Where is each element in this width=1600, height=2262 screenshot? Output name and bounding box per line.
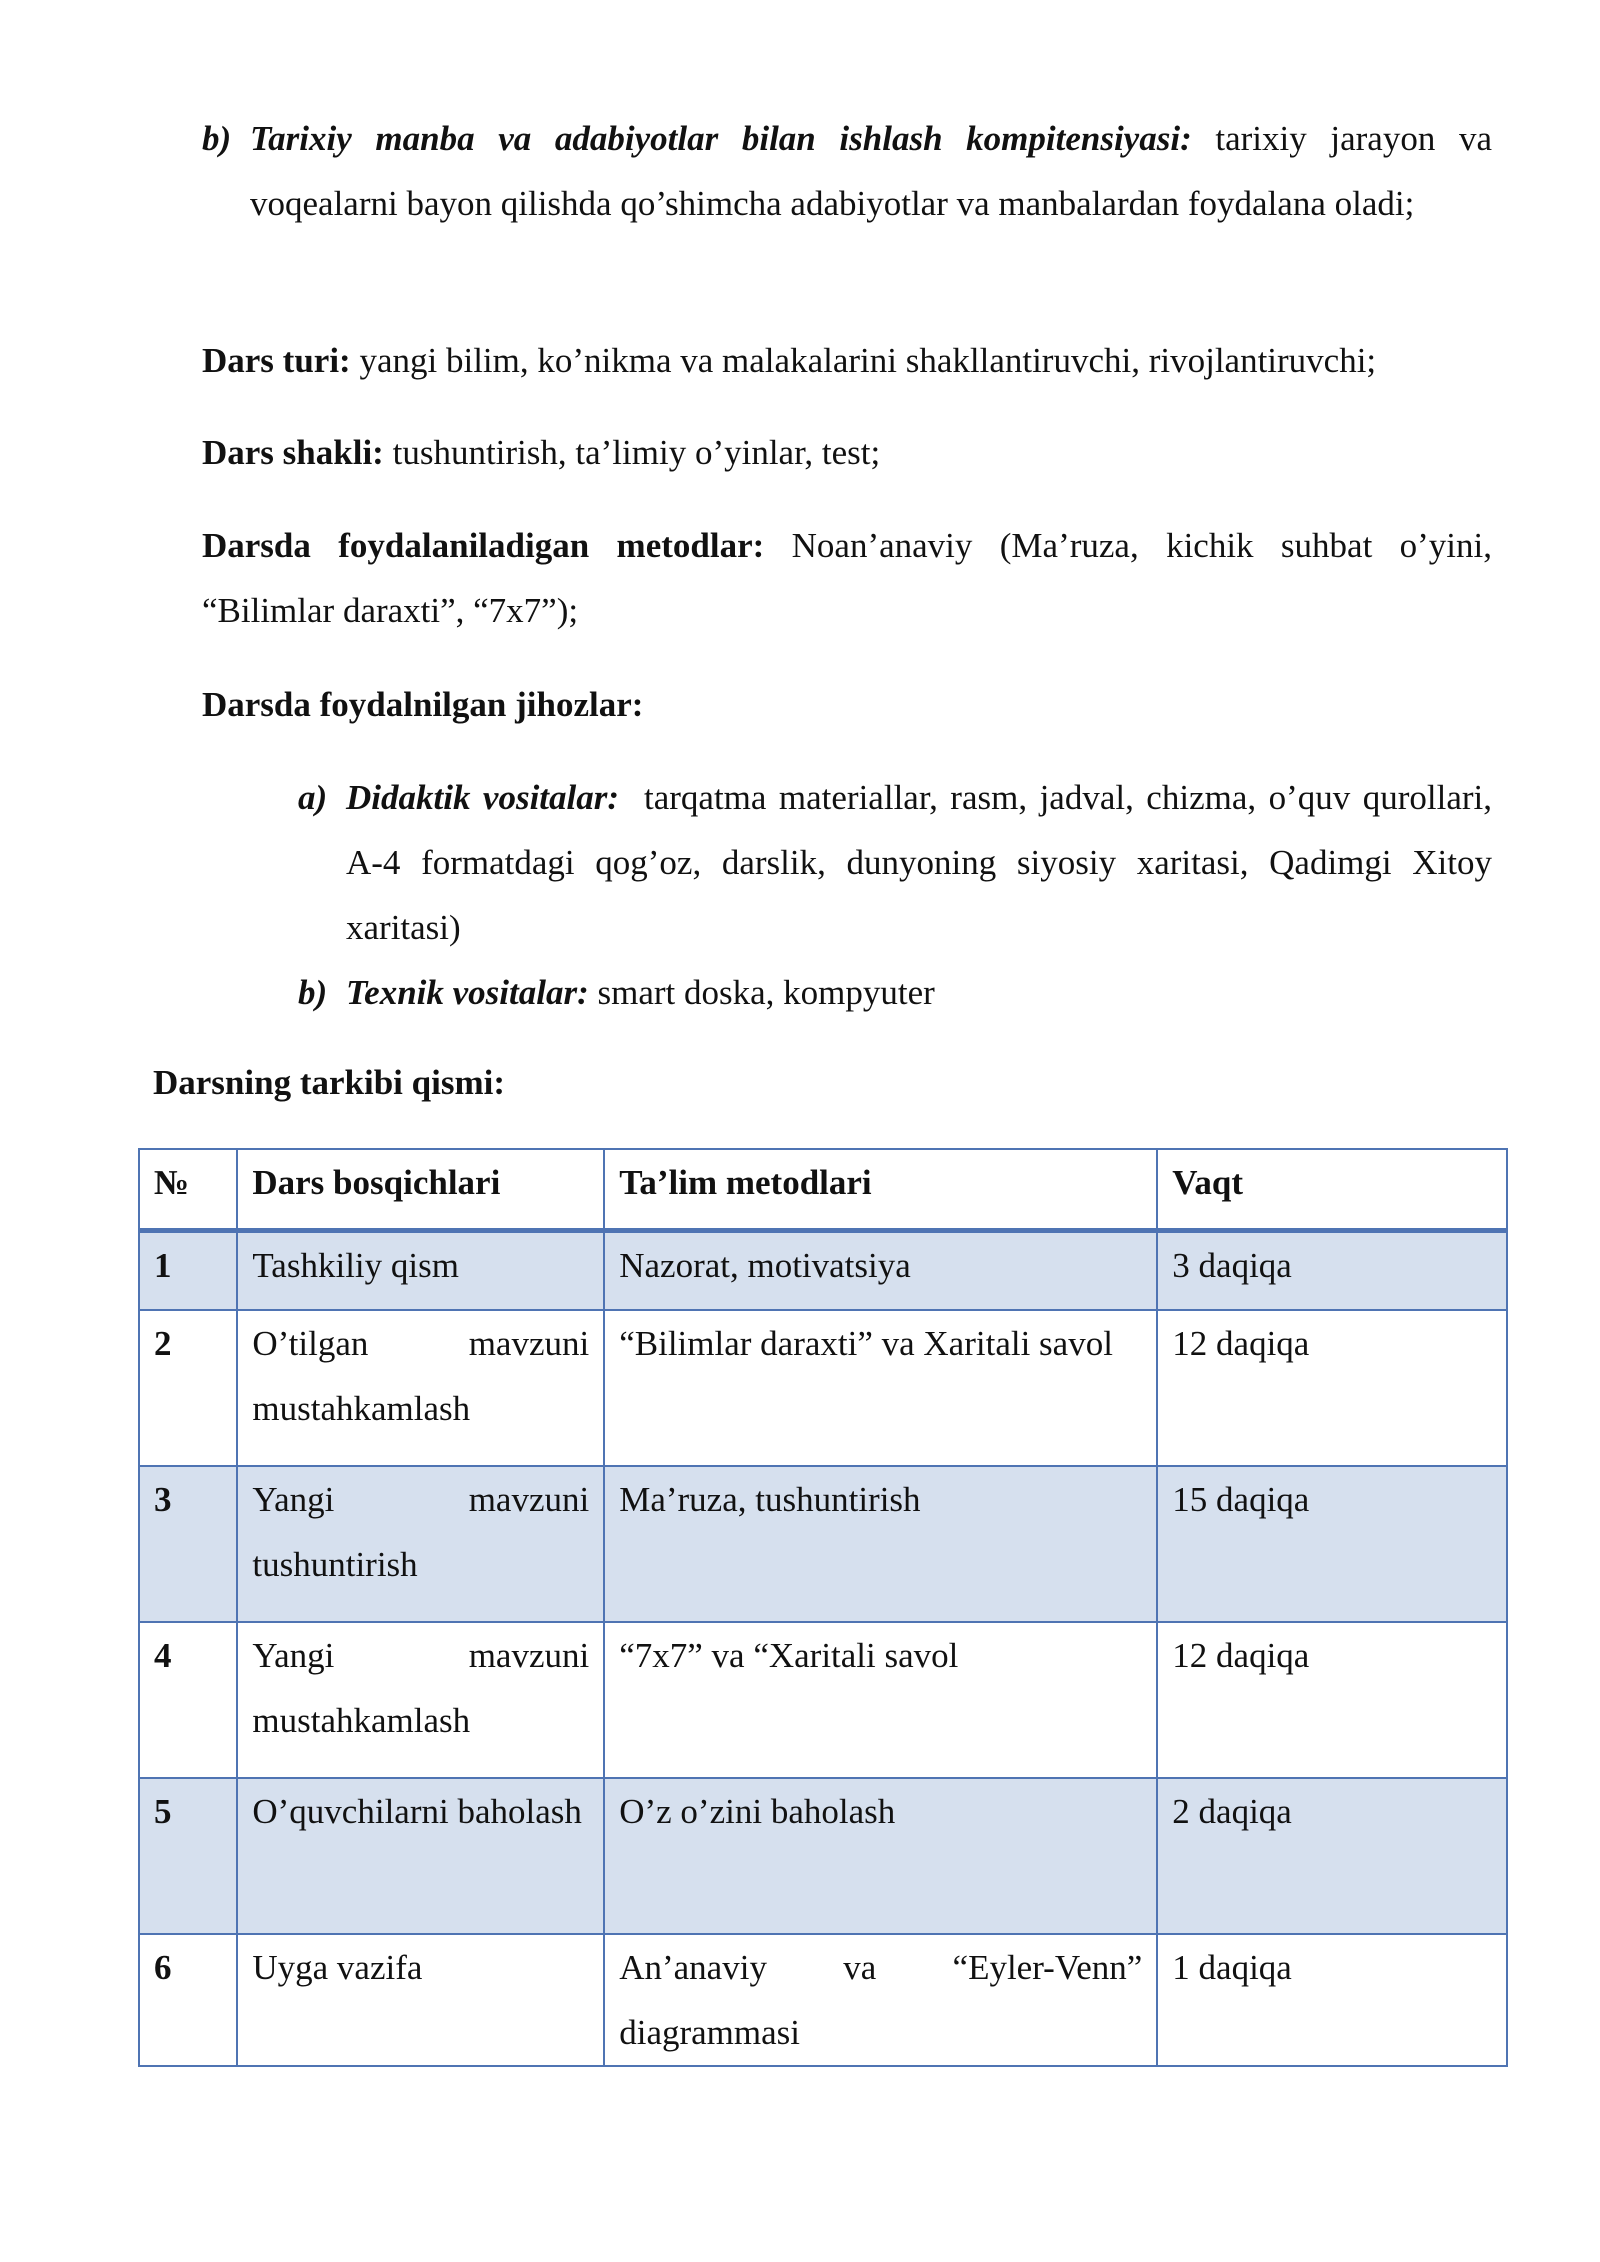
row-method: Nazorat, motivatsiya [604,1231,1157,1311]
row-number: 3 [139,1466,237,1622]
row-time: 12 daqiqa [1157,1310,1507,1466]
row-number: 1 [139,1231,237,1311]
lesson-structure-table [138,1148,1508,2067]
row-number: 5 [139,1778,237,1934]
lesson-type-paragraph [202,328,1492,393]
row-stage: Tashkiliy qism [237,1231,604,1311]
didactic-tools-marker: a) [298,778,328,817]
row-method: “7x7” va “Xaritali savol [604,1622,1157,1778]
header-number: № [139,1149,237,1231]
technical-tools-text: smart doska, kompyuter [597,973,935,1012]
row-number: 6 [139,1934,237,2066]
header-time: Vaqt [1157,1149,1507,1231]
row-number: 4 [139,1622,237,1778]
equipment-heading [202,672,1492,737]
row-method: An’anaviy va “Eyler-Venn” diagrammasi [604,1934,1157,2066]
row-stage: O’quvchilarni baholash [237,1778,604,1934]
technical-tools-label: Texnik vositalar: [346,973,589,1012]
competency-b-label: Tarixiy manba va adabiyotlar bilan ishlash kompitensiyasi: [250,119,1192,158]
lesson-type-label: Dars turi: [202,341,351,380]
table-row [139,1622,1507,1778]
didactic-tools-body [346,765,1492,960]
row-stage: Yangi mavzuni mustahkamlash [237,1622,604,1778]
header-methods: Ta’lim metodlari [604,1149,1157,1231]
row-stage: Uyga vazifa [237,1934,604,2066]
structure-heading: Darsning tarkibi qismi: [153,1063,505,1102]
methods-label: Darsda foydalaniladigan metodlar: [202,526,765,565]
row-time: 3 daqiqa [1157,1231,1507,1311]
competency-b-body [250,106,1492,236]
table-row [139,1466,1507,1622]
row-stage: O’tilgan mavzuni mustahkamlash [237,1310,604,1466]
methods-paragraph [202,513,1492,643]
row-method: Ma’ruza, tushuntirish [604,1466,1157,1622]
row-time: 1 daqiqa [1157,1934,1507,2066]
row-time: 15 daqiqa [1157,1466,1507,1622]
competency-b-marker: b) [202,119,232,158]
row-time: 12 daqiqa [1157,1622,1507,1778]
header-stages: Dars bosqichlari [237,1149,604,1231]
row-stage: Yangi mavzuni tushuntirish [237,1466,604,1622]
technical-tools-body [346,960,1492,1025]
table-row [139,1934,1507,2066]
technical-tools-marker: b) [298,973,328,1012]
technical-tools-paragraph [298,960,1492,1025]
equipment-label: Darsda foydalnilgan jihozlar: [202,685,644,724]
didactic-tools-paragraph [298,765,1492,960]
row-number: 2 [139,1310,237,1466]
didactic-tools-label: Didaktik vositalar: [346,778,620,817]
lesson-form-paragraph [202,420,1492,485]
row-method: “Bilimlar daraxti” va Xaritali savol [604,1310,1157,1466]
competency-b-paragraph [202,106,1492,236]
table-row [139,1310,1507,1466]
lesson-form-text: tushuntirish, ta’limiy o’yinlar, test; [392,433,881,472]
table-row [139,1231,1507,1311]
competency-b-text: tarixiy jarayon va voqealarni bayon qilishda qo’shimcha adabiyotlar va manbalardan foydalana oladi; [250,119,1492,223]
row-time: 2 daqiqa [1157,1778,1507,1934]
table-row [139,1778,1507,1934]
row-method: O’z o’zini baholash [604,1778,1157,1934]
methods-text: Noan’anaviy (Ma’ruza, kichik suhbat o’yini, “Bilimlar daraxti”, “7x7”); [202,526,1493,630]
table-header-row [139,1149,1507,1231]
lesson-form-label: Dars shakli: [202,433,384,472]
didactic-tools-text: tarqatma materiallar, rasm, jadval, chizma, o’quv qurollari, A-4 formatdagi qog’oz, darslik, dunyoning siyosiy xaritasi, Qadimgi Xitoy xaritasi) [346,778,1492,947]
lesson-type-text: yangi bilim, ko’nikma va malakalarini shakllantiruvchi, rivojlantiruvchi; [359,341,1377,380]
